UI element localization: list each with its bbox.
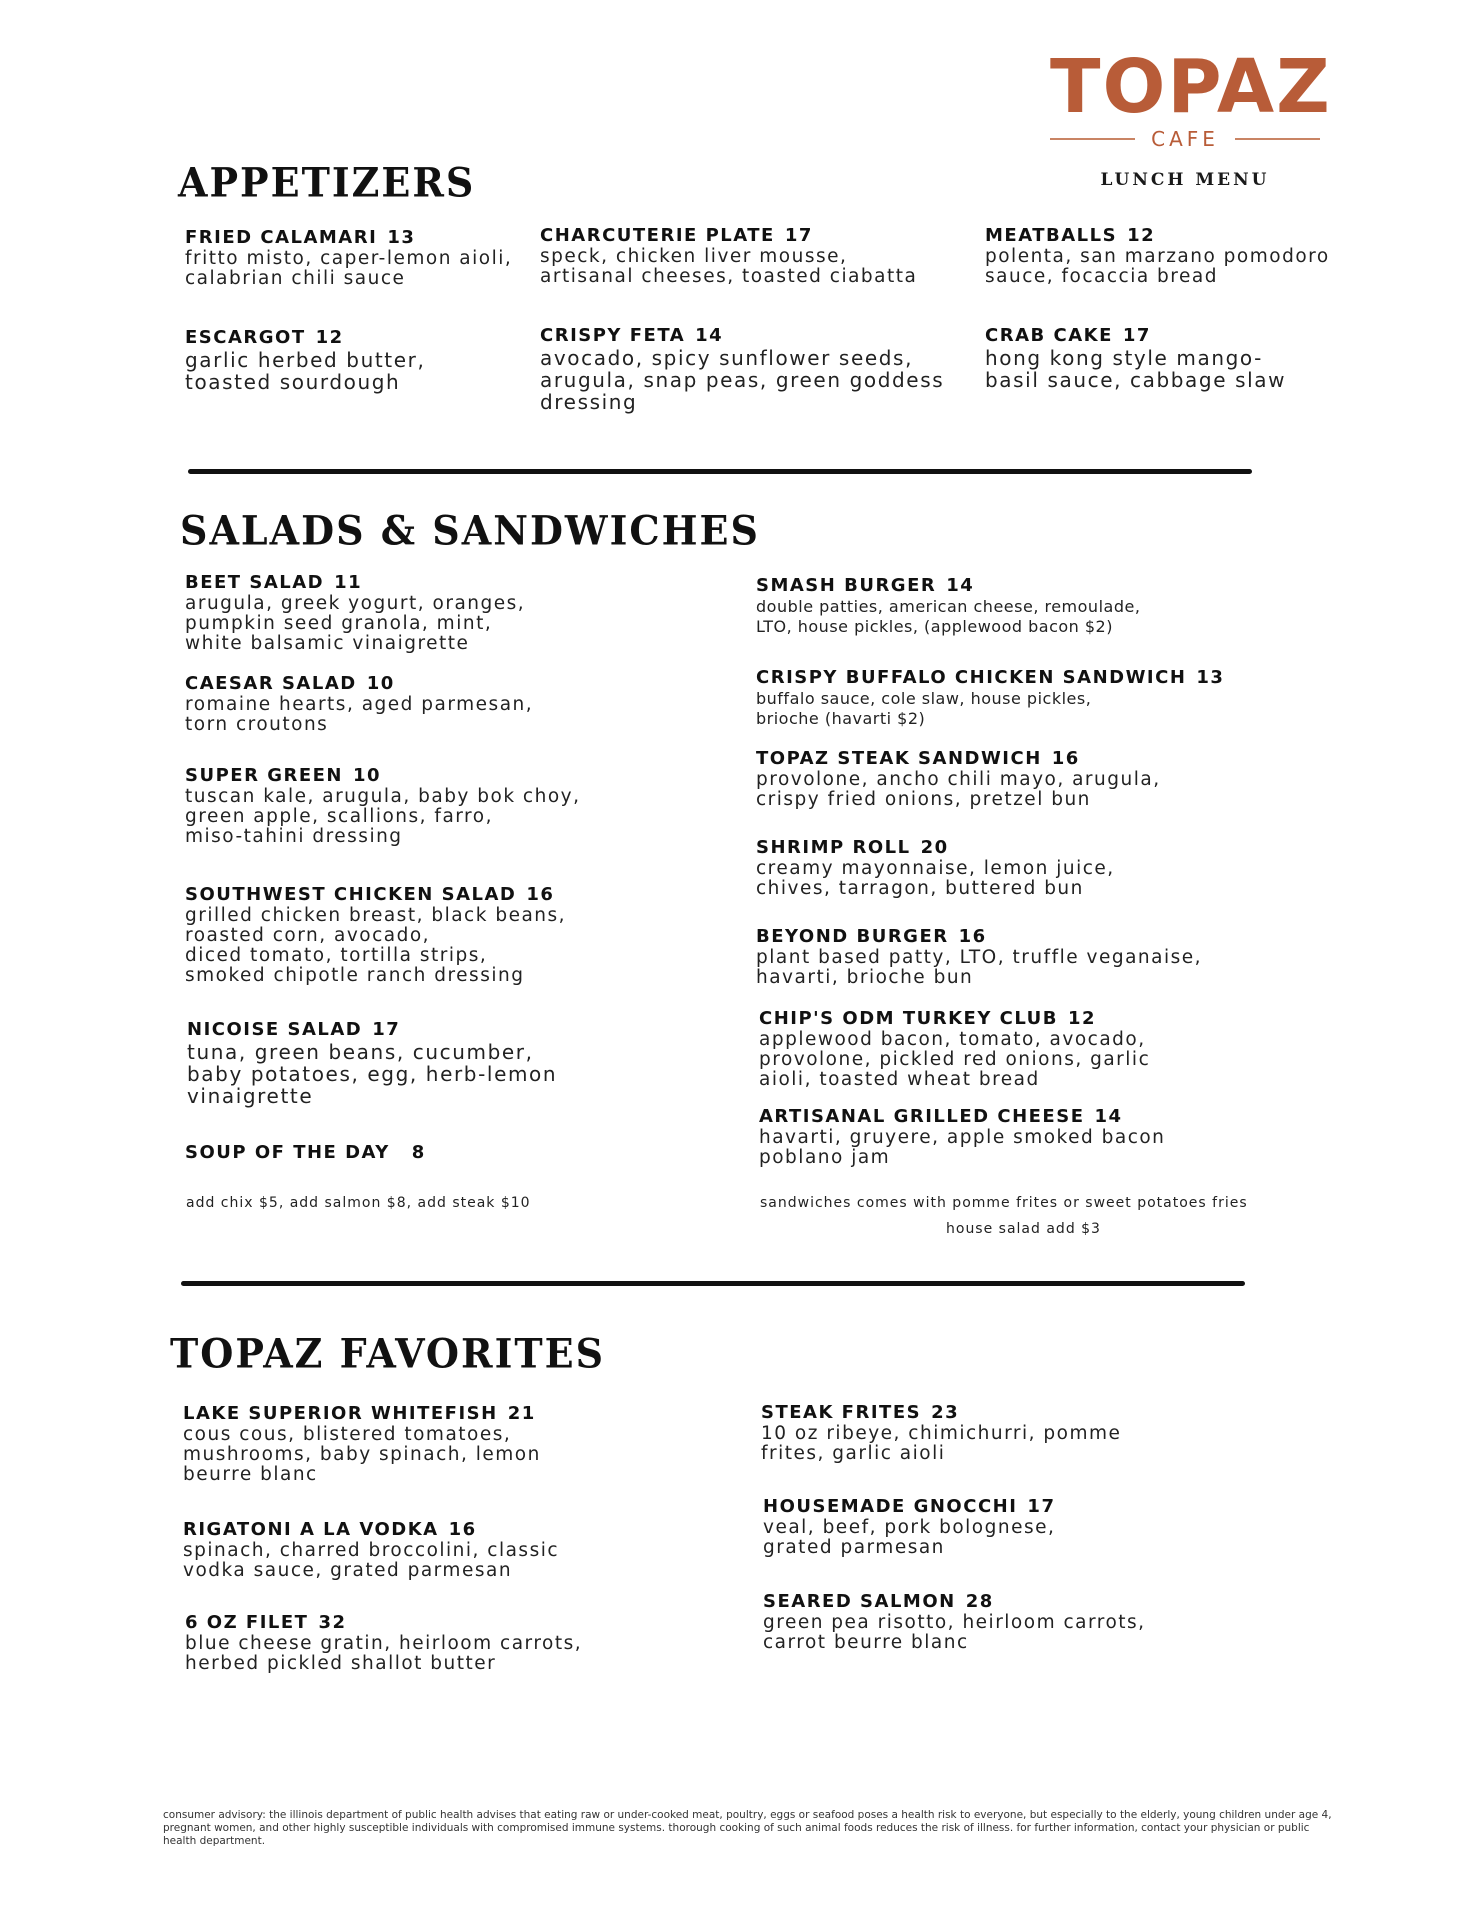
section-divider	[181, 1281, 1245, 1286]
item-name: CAESAR SALAD 10	[185, 673, 395, 694]
item-name: BEYOND BURGER 16	[756, 926, 987, 947]
logo-subtitle: CAFE	[1151, 127, 1219, 151]
item-price: 32	[318, 1612, 347, 1633]
menu-item	[756, 926, 1202, 988]
item-description: tuscan kale, arugula, baby bok choy, green apple, scallions, farro, miso-tahini dressing	[185, 786, 581, 847]
item-description: arugula, greek yogurt, oranges, pumpkin seed granola, mint, white balsamic vinaigrette	[185, 593, 526, 654]
menu-item	[763, 1496, 1055, 1558]
item-name: HOUSEMADE GNOCCHI 17	[763, 1496, 1056, 1517]
item-description: provolone, ancho chili mayo, arugula, crispy fried onions, pretzel bun	[756, 769, 1161, 810]
item-description: havarti, gruyere, apple smoked bacon poblano jam	[759, 1127, 1166, 1168]
item-name: CRISPY FETA 14	[540, 325, 724, 346]
item-price: 13	[387, 227, 416, 248]
menu-item	[185, 572, 525, 654]
item-price: 11	[334, 572, 363, 593]
menu-item	[756, 575, 1140, 637]
house-salad-note: house salad add $3	[946, 1221, 1101, 1237]
item-name: ARTISANAL GRILLED CHEESE 14	[759, 1106, 1123, 1127]
item-price: 12	[315, 327, 344, 348]
item-name: TOPAZ STEAK SANDWICH 16	[756, 748, 1080, 769]
item-price: 8	[411, 1142, 426, 1163]
item-description: garlic herbed butter, toasted sourdough	[185, 348, 426, 394]
item-description: avocado, spicy sunflower seeds, arugula, snap peas, green goddess dressing	[540, 346, 945, 414]
menu-item	[187, 1019, 557, 1107]
item-price: 16	[958, 926, 987, 947]
logo-subtitle-row	[1050, 128, 1320, 150]
item-description: grilled chicken breast, black beans, roasted corn, avocado, diced tomato, tortilla strips, smoked chipotle ranch dressing	[185, 905, 567, 986]
menu-item	[756, 748, 1161, 810]
item-description: plant based patty, LTO, truffle veganaise, havarti, brioche bun	[756, 947, 1203, 988]
item-price: 10	[353, 765, 382, 786]
item-price: 13	[1196, 667, 1225, 688]
item-description: 10 oz ribeye, chimichurri, pomme frites, garlic aioli	[761, 1423, 1122, 1464]
menu-item	[985, 225, 1330, 287]
item-description: polenta, san marzano pomodoro sauce, focaccia bread	[985, 246, 1330, 287]
menu-item	[185, 1612, 582, 1674]
item-description: speck, chicken liver mousse, artisanal cheeses, toasted ciabatta	[540, 246, 918, 287]
item-price: 16	[526, 884, 555, 905]
item-name: RIGATONI A LA VODKA 16	[183, 1519, 477, 1540]
item-name: MEATBALLS 12	[985, 225, 1156, 246]
item-name: SUPER GREEN 10	[185, 765, 382, 786]
item-description: cous cous, blistered tomatoes, mushrooms, baby spinach, lemon beurre blanc	[183, 1424, 541, 1485]
item-price: 14	[695, 325, 724, 346]
menu-item	[540, 225, 917, 287]
item-price: 16	[1051, 748, 1080, 769]
menu-item	[759, 1106, 1165, 1168]
menu-item	[540, 325, 944, 413]
section-title-salads-sandwiches: SALADS & SANDWICHES	[180, 506, 760, 555]
item-price: 17	[372, 1019, 401, 1040]
menu-item	[185, 884, 566, 986]
section-title-favorites: TOPAZ FAVORITES	[170, 1329, 606, 1378]
logo-divider	[1235, 138, 1320, 140]
item-price: 17	[784, 225, 813, 246]
item-description: double patties, american cheese, remoulade, LTO, house pickles, (applewood bacon $2)	[756, 597, 1141, 636]
item-description: fritto misto, caper-lemon aioli, calabrian chili sauce	[185, 248, 513, 289]
item-name: FRIED CALAMARI 13	[185, 227, 416, 248]
menu-item	[985, 325, 1286, 391]
item-name: SMASH BURGER 14	[756, 575, 975, 596]
menu-item	[185, 673, 533, 735]
item-name: SOUTHWEST CHICKEN SALAD 16	[185, 884, 555, 905]
item-price: 16	[448, 1519, 477, 1540]
menu-item	[185, 765, 580, 847]
consumer-advisory: consumer advisory: the illinois department of public health advises that eating raw or under-cooked meat, poultry, eggs or seafood poses a health risk to everyone, but especially to the elderly, young children under age 4, pregnant women, and other highly susceptible individuals with compromised immune systems. thorough cooking of such animal foods reduces the risk of illness. for further information, contact your physician or public health department.	[163, 1809, 1332, 1847]
menu-label: LUNCH MENU	[1100, 170, 1270, 190]
menu-item	[183, 1519, 559, 1581]
item-description: creamy mayonnaise, lemon juice, chives, tarragon, buttered bun	[756, 858, 1115, 899]
section-title-appetizers: APPETIZERS	[178, 158, 476, 207]
logo-divider	[1050, 138, 1135, 140]
menu-item	[185, 1142, 426, 1164]
item-price: 12	[1127, 225, 1156, 246]
menu-item	[759, 1008, 1150, 1090]
menu-item	[185, 327, 425, 393]
item-description: spinach, charred broccolini, classic vodka sauce, grated parmesan	[183, 1540, 560, 1581]
menu-item	[763, 1591, 1146, 1653]
menu-item	[185, 227, 512, 289]
sandwich-sides-note: sandwiches comes with pomme frites or sweet potatoes fries	[760, 1195, 1248, 1211]
section-divider	[188, 469, 1252, 474]
item-name: NICOISE SALAD 17	[187, 1019, 401, 1040]
item-price: 17	[1027, 1496, 1056, 1517]
menu-item	[761, 1402, 1121, 1464]
item-name: SEARED SALMON 28	[763, 1591, 994, 1612]
item-name: 6 OZ FILET 32	[185, 1612, 347, 1633]
item-price: 28	[965, 1591, 994, 1612]
menu-item	[183, 1403, 541, 1485]
item-description: green pea risotto, heirloom carrots, carrot beurre blanc	[763, 1612, 1146, 1653]
item-name: STEAK FRITES 23	[761, 1402, 960, 1423]
item-price: 10	[366, 673, 395, 694]
salad-addons-note: add chix $5, add salmon $8, add steak $10	[186, 1195, 531, 1211]
item-name: LAKE SUPERIOR WHITEFISH 21	[183, 1403, 536, 1424]
item-price: 20	[920, 837, 949, 858]
item-price: 17	[1122, 325, 1151, 346]
logo-wordmark: TOPAZ	[1050, 44, 1332, 130]
item-price: 23	[931, 1402, 960, 1423]
item-description: applewood bacon, tomato, avocado, provolone, pickled red onions, garlic aioli, toasted wheat bread	[759, 1029, 1151, 1090]
item-price: 14	[946, 575, 975, 596]
item-price: 14	[1094, 1106, 1123, 1127]
item-name: CHIP'S ODM TURKEY CLUB 12	[759, 1008, 1097, 1029]
item-description: veal, beef, pork bolognese, grated parmesan	[763, 1517, 1056, 1558]
item-description: hong kong style mango- basil sauce, cabbage slaw	[985, 346, 1287, 392]
item-name: SHRIMP ROLL 20	[756, 837, 949, 858]
item-name: CHARCUTERIE PLATE 17	[540, 225, 813, 246]
item-price: 21	[507, 1403, 536, 1424]
item-description: buffalo sauce, cole slaw, house pickles, brioche (havarti $2)	[756, 689, 1092, 728]
menu-item	[756, 837, 1115, 899]
item-description: romaine hearts, aged parmesan, torn croutons	[185, 694, 534, 735]
menu-item	[756, 667, 1224, 729]
item-name: SOUP OF THE DAY 8	[185, 1142, 426, 1163]
item-name: CRISPY BUFFALO CHICKEN SANDWICH 13	[756, 667, 1225, 688]
item-description: tuna, green beans, cucumber, baby potatoes, egg, herb-lemon vinaigrette	[187, 1040, 558, 1108]
item-name: CRAB CAKE 17	[985, 325, 1151, 346]
item-name: BEET SALAD 11	[185, 572, 363, 593]
item-description: blue cheese gratin, heirloom carrots, herbed pickled shallot butter	[185, 1633, 583, 1674]
cafe-logo	[1050, 44, 1332, 190]
item-name: ESCARGOT 12	[185, 327, 344, 348]
item-price: 12	[1068, 1008, 1097, 1029]
